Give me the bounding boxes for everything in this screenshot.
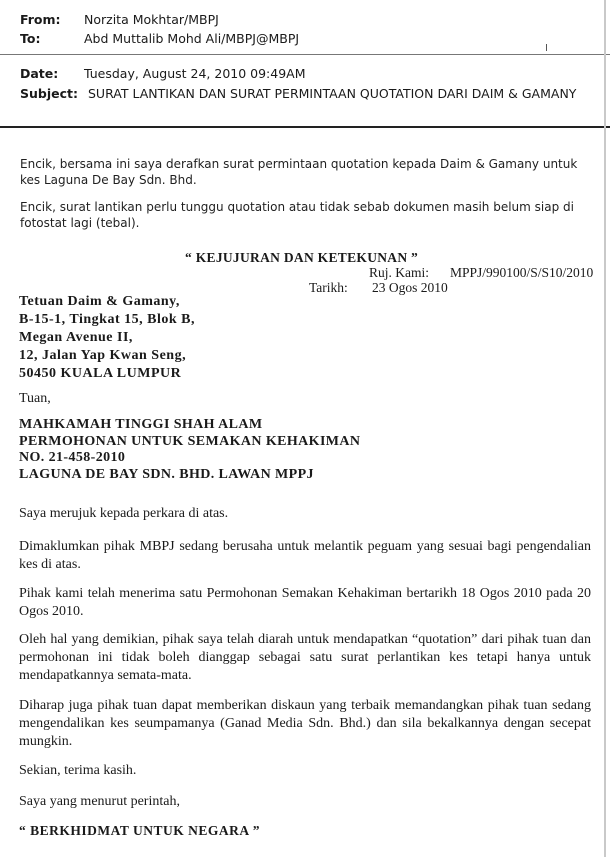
header-divider: [0, 54, 610, 55]
letter-date-value: 23 Ogos 2010: [372, 280, 448, 295]
letter-paragraph: Saya yang menurut perintah,: [19, 794, 180, 809]
to-label: To:: [20, 31, 41, 46]
letter-date-label: Tarikh:: [309, 280, 348, 295]
email-body-paragraph: Encik, bersama ini saya derafkan surat permintaan quotation kepada Daim & Gamany untuk kes Laguna De Bay Sdn. Bhd.: [20, 157, 578, 187]
letter-closing: “ BERKHIDMAT UNTUK NEGARA ”: [19, 823, 261, 838]
letter-subject: [19, 417, 360, 483]
letter-paragraph: Sekian, terima kasih.: [19, 763, 137, 778]
email-body-paragraph: Encik, surat lantikan perlu tunggu quotation atau tidak sebab dokumen masih belum siap di fotostat lagi (tebal).: [20, 200, 574, 230]
scan-edge: [604, 0, 606, 857]
address-line: Megan Avenue II,: [19, 330, 133, 345]
scan-speck: [546, 44, 547, 51]
letter-paragraph: Dimaklumkan pihak MBPJ sedang berusaha untuk melantik peguam yang sesuai bagi pengendalian kes di atas.: [19, 539, 591, 572]
address-line: 12, Jalan Yap Kwan Seng,: [19, 348, 187, 363]
address-line: 50450 KUALA LUMPUR: [19, 366, 182, 381]
subject-line: LAGUNA DE BAY SDN. BHD. LAWAN MPPJ: [19, 466, 314, 482]
from-label: From:: [20, 12, 61, 27]
header-bottom-rule: [0, 126, 610, 128]
recipient-address: [19, 293, 195, 383]
letter-paragraph: Pihak kami telah menerima satu Permohonan Semakan Kehakiman bertarikh 18 Ogos 2010 pada 20 Ogos 2010.: [19, 586, 591, 619]
subject-line: NO. 21-458-2010: [19, 450, 126, 465]
date-value: Tuesday, August 24, 2010 09:49AM: [84, 66, 306, 81]
date-label: Date:: [20, 66, 59, 81]
to-value: Abd Muttalib Mohd Ali/MBPJ@MBPJ: [84, 31, 300, 46]
letter-motto: “ KEJUJURAN DAN KETEKUNAN ”: [185, 250, 419, 265]
salutation: Tuan,: [19, 391, 51, 406]
address-line: Tetuan Daim & Gamany,: [19, 294, 180, 309]
letter-paragraph: Oleh hal yang demikian, pihak saya telah diarah untuk mendapatkan “quotation” dari pihak tuan dan permohonan ini tidak boleh dianggap sebagai satu surat perlantikan kes tetapi hanya untuk mendapatkannya semata-mata.: [19, 632, 591, 683]
subject-line: MAHKAMAH TINGGI SHAH ALAM: [19, 417, 263, 432]
letter-paragraph: Saya merujuk kepada perkara di atas.: [19, 506, 229, 521]
subject-line: PERMOHONAN UNTUK SEMAKAN KEHAKIMAN: [19, 433, 361, 449]
reference-label: Ruj. Kami:: [369, 265, 429, 280]
subject-value: SURAT LANTIKAN DAN SURAT PERMINTAAN QUOTATION DARI DAIM & GAMANY: [88, 86, 577, 101]
address-line: B-15-1, Tingkat 15, Blok B,: [19, 312, 195, 327]
from-value: Norzita Mokhtar/MBPJ: [84, 12, 219, 27]
subject-label: Subject:: [20, 86, 78, 101]
reference-value: MPPJ/990100/S/S10/2010: [450, 265, 594, 280]
letter-paragraph: Diharap juga pihak tuan dapat memberikan diskaun yang terbaik memandangkan pihak tuan sedang mengendalikan kes seumpamanya (Ganad Media Sdn. Bhd.) dan sila bekalkannya dengan secepat mungkin.: [19, 698, 591, 749]
